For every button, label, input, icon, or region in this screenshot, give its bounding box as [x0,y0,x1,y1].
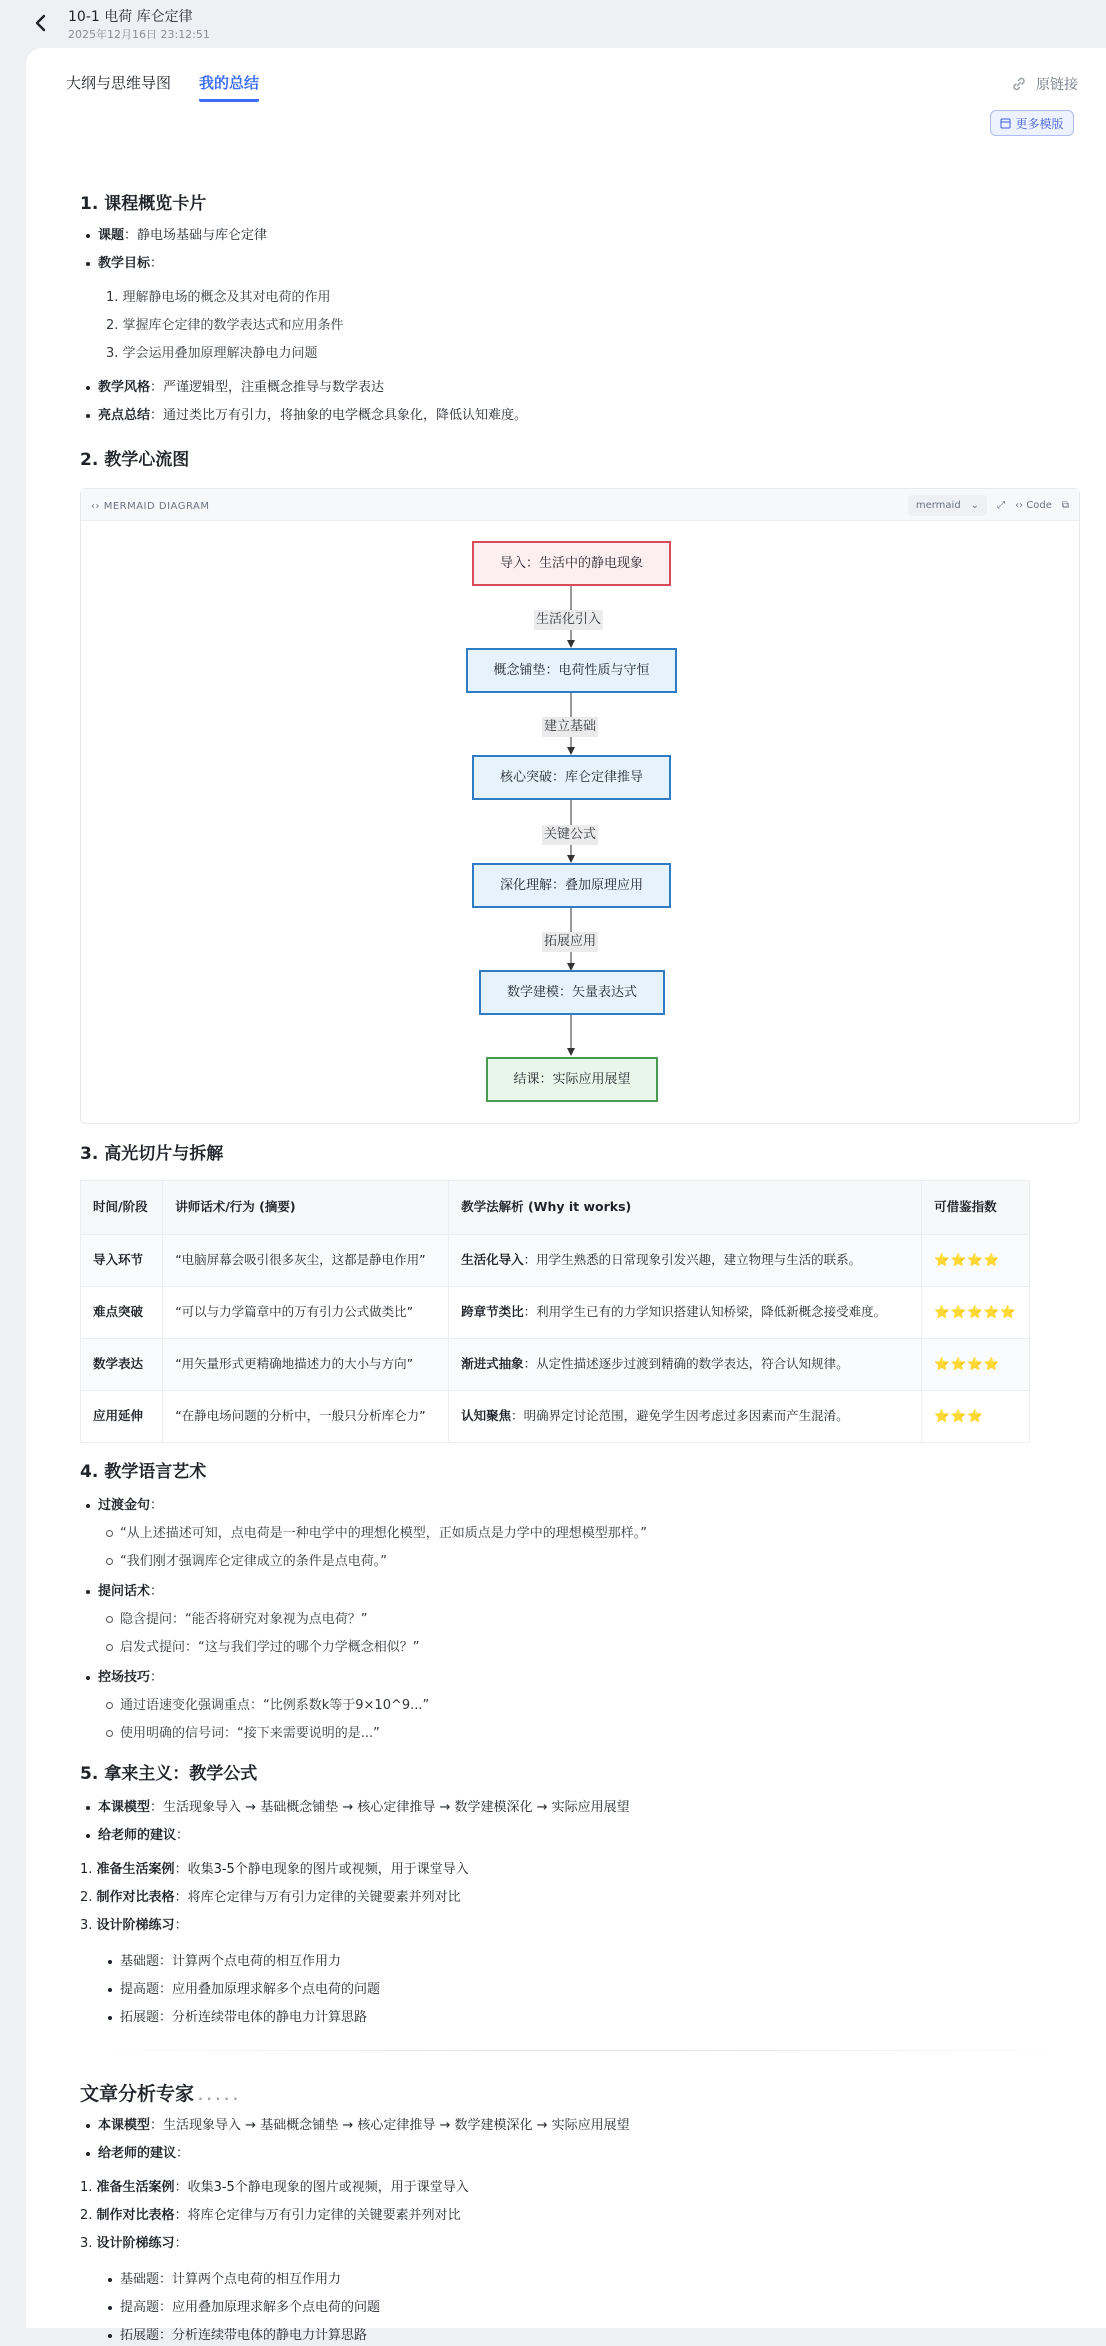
flow-node-model [479,970,665,1015]
tab-my-summary[interactable]: 我的总结 [199,72,259,102]
column-header: 时间/阶段 [81,1181,163,1235]
table-row [81,1391,1030,1443]
edge-label: 建立基础 [542,717,598,737]
list-item: 提问话术： [98,1582,163,1602]
original-link-label: 原链接 [1036,77,1078,93]
back-button[interactable] [26,8,56,38]
list-item: 提高题：应用叠加原理求解多个点电荷的问题 [120,1980,380,2000]
method-text: 用学生熟悉的日常现象引发兴趣，建立物理与生活的联系。 [536,1252,862,1268]
list-item: 控场技巧： [98,1668,163,1688]
method-cell: 渐进式抽象：从定性描述逐步过渡到精确的数学表达，符合认知规律。 [449,1339,922,1391]
list-item: 过渡金句： [98,1496,163,1516]
stage-cell [81,1391,163,1443]
list-item: 使用明确的信号词：“接下来需要说明的是...” [120,1724,380,1744]
field-label: 给老师的建议 [98,1828,177,1843]
field-label: 给老师的建议 [98,2146,177,2161]
node-label: 数学建模：矢量表达式 [506,984,637,1000]
page-title: 10-1 电荷 库仑定律 [68,9,193,25]
list-item: 本课模型：生活现象导入 → 基础概念铺垫 → 核心定律推导 → 数学建模深化 → 实际应用展望 [98,2116,630,2136]
field-label: 教学目标 [98,256,151,271]
chevron-left-icon [34,14,48,32]
group-label: 过渡金句 [98,1498,151,1513]
list-item: 课题：静电场基础与库仑定律 [98,226,267,246]
list-item: 基础题：计算两个点电荷的相互作用力 [120,2270,341,2290]
section-heading: 5. 拿来主义：教学公式 [80,1764,258,1784]
flow-node-end [486,1057,658,1102]
summary-card [26,48,1106,2343]
table-row [81,1235,1030,1287]
rating-cell [922,1339,1030,1391]
field-value: 严谨逻辑型，注重概念推导与数学表达 [163,380,385,395]
node-label: 导入：生活中的静电现象 [499,555,643,571]
table-row [81,1287,1030,1339]
flow-node-deepen [472,863,671,908]
table-header-row [81,1181,1030,1235]
column-header: 讲师话术/行为 (摘要) [163,1181,449,1235]
diagram-label-text: MERMAID DIAGRAM [103,501,210,512]
node-label: 概念铺垫：电荷性质与守恒 [493,662,650,678]
field-value: 通过类比万有引力，将抽象的电学概念具象化，降低认知难度。 [163,408,528,423]
rating-cell [922,1235,1030,1287]
more-templates-label: 更多模版 [1015,116,1064,131]
list-item: 拓展题：分析连续带电体的静电力计算思路 [120,2326,367,2346]
quote-cell: “可以与力学篇章中的万有引力公式做类比” [163,1287,449,1339]
table-row [81,1339,1030,1391]
star-rating: ⭐⭐⭐⭐ [934,1252,1001,1268]
list-item: 基础题：计算两个点电荷的相互作用力 [120,1952,341,1972]
list-item: 3. 设计阶梯练习： [80,2236,188,2251]
advice-text: 收集3-5个静电现象的图片或视频，用于课堂导入 [187,1862,469,1877]
template-icon [1000,118,1011,129]
group-label: 控场技巧 [98,1670,151,1685]
stage-text: 难点突破 [93,1304,144,1320]
advice-label: 设计阶梯练习 [96,1918,175,1933]
goal-text: 理解静电场的概念及其对电荷的作用 [122,290,331,305]
field-label: 本课模型 [98,1800,151,1815]
method-text: 从定性描述逐步过渡到精确的数学表达，符合认知规律。 [536,1356,849,1372]
field-label: 亮点总结 [98,408,151,423]
list-item: 给老师的建议： [98,2144,189,2164]
goal-text: 掌握库仑定律的数学表达式和应用条件 [122,318,344,333]
section-heading [80,2080,238,2109]
list-item: “从上述描述可知，点电荷是一种电学中的理想化模型，正如质点是力学中的理想模型那样。” [120,1524,647,1544]
stage-cell [81,1287,163,1339]
method-label: 渐进式抽象 [461,1356,524,1372]
quote-cell: “在静电场问题的分析中，一般只分析库仑力” [163,1391,449,1443]
rating-cell [922,1287,1030,1339]
advice-label: 制作对比表格 [96,1890,175,1905]
mermaid-diagram [80,488,1080,1124]
method-label: 认知聚焦 [461,1408,512,1424]
method-label: 跨章节类比 [461,1304,524,1320]
method-cell: 跨章节类比：利用学生已有的力学知识搭建认知桥梁，降低新概念接受难度。 [449,1287,922,1339]
section-heading: 2. 教学心流图 [80,450,190,470]
method-text: 明确界定讨论范围，避免学生因考虑过多因素而产生混淆。 [523,1408,849,1424]
flow-node-concept [466,648,677,693]
highlight-table [80,1180,1030,1443]
list-item: “我们刚才强调库仑定律成立的条件是点电荷。” [120,1552,387,1572]
node-label: 核心突破：库仑定律推导 [499,769,643,785]
star-rating: ⭐⭐⭐ [934,1408,984,1424]
list-item: 本课模型：生活现象导入 → 基础概念铺垫 → 核心定律推导 → 数学建模深化 → 实际应用展望 [98,1798,630,1818]
star-rating: ⭐⭐⭐⭐⭐ [934,1304,1017,1320]
advice-text: 将库仑定律与万有引力定律的关键要素并列对比 [187,2208,461,2223]
stage-cell [81,1339,163,1391]
expand-icon[interactable]: ⤢ [997,500,1006,511]
flow-node-core [472,755,671,800]
list-item: 2. 掌握库仑定律的数学表达式和应用条件 [106,318,344,333]
node-label: 深化理解：叠加原理应用 [499,877,643,893]
list-item: 3. 学会运用叠加原理解决静电力问题 [106,346,318,361]
list-item: 给老师的建议： [98,1826,189,1846]
divider [80,2050,1080,2051]
method-text: 利用学生已有的力学知识搭建认知桥梁，降低新概念接受难度。 [536,1304,887,1320]
field-value: 生活现象导入 → 基础概念铺垫 → 核心定律推导 → 数学建模深化 → 实际应用展望 [163,1800,630,1815]
list-item: 教学风格：严谨逻辑型，注重概念推导与数学表达 [98,378,384,398]
stage-text: 数学表达 [93,1356,144,1372]
quote-cell: “电脑屏幕会吸引很多灰尘，这都是静电作用” [163,1235,449,1287]
field-value: 静电场基础与库仑定律 [137,228,268,243]
method-label: 生活化导入 [461,1252,524,1268]
method-cell: 生活化导入：用学生熟悉的日常现象引发兴趣，建立物理与生活的联系。 [449,1235,922,1287]
chevron-down-icon: ⌄ [970,500,980,511]
select-value: mermaid [915,500,961,511]
original-link-button[interactable] [1010,74,1078,94]
advice-label: 准备生活案例 [96,2180,175,2195]
section-heading: 1. 课程概览卡片 [80,194,207,214]
link-icon [1010,75,1028,93]
goal-text: 学会运用叠加原理解决静电力问题 [122,346,318,361]
column-header: 可借鉴指数 [922,1181,1030,1235]
list-item: 教学目标： [98,254,163,274]
list-item: 1. 准备生活案例：收集3-5个静电现象的图片或视频，用于课堂导入 [80,1862,469,1877]
field-label: 教学风格 [98,380,151,395]
edge-label: 拓展应用 [542,932,598,952]
list-item: 通过语速变化强调重点：“比例系数k等于9×10^9...” [120,1696,429,1716]
quote-cell: “用矢量形式更精确地描述力的大小与方向” [163,1339,449,1391]
more-templates-button[interactable] [990,110,1074,136]
page-timestamp: 2025年12月16日 23:12:51 [68,28,210,41]
list-item: 拓展题：分析连续带电体的静电力计算思路 [120,2008,367,2028]
advice-label: 设计阶梯练习 [96,2236,175,2251]
stage-text: 导入环节 [93,1252,144,1268]
method-cell: 认知聚焦：明确界定讨论范围，避免学生因考虑过多因素而产生混淆。 [449,1391,922,1443]
copy-icon[interactable]: ⧉ [1061,500,1069,511]
advice-text: 收集3-5个静电现象的图片或视频，用于课堂导入 [187,2180,469,2195]
tab-bar [66,72,259,102]
node-label: 结课：实际应用展望 [513,1071,631,1087]
top-bar [0,0,1080,48]
section-heading: 3. 高光切片与拆解 [80,1144,224,1164]
section-title-text: 文章分析专家 [80,2083,195,2105]
loading-dots: . . . . . [194,2089,238,2103]
section-heading: 4. 教学语言艺术 [80,1462,207,1482]
list-item: 亮点总结：通过类比万有引力，将抽象的电学概念具象化，降低认知难度。 [98,406,527,426]
rating-cell [922,1391,1030,1443]
field-label: 本课模型 [98,2118,151,2133]
advice-label: 制作对比表格 [96,2208,175,2223]
list-item: 1. 准备生活案例：收集3-5个静电现象的图片或视频，用于课堂导入 [80,2180,469,2195]
list-item: 2. 制作对比表格：将库仑定律与万有引力定律的关键要素并列对比 [80,2208,461,2223]
group-label: 提问话术 [98,1584,151,1599]
list-item: 2. 制作对比表格：将库仑定律与万有引力定律的关键要素并列对比 [80,1890,461,1905]
list-item: 3. 设计阶梯练习： [80,1918,188,1933]
edge-label: 生活化引入 [534,610,603,630]
stage-text: 应用延伸 [93,1408,144,1424]
edge-label: 关键公式 [542,825,598,845]
field-label: 课题 [98,228,125,243]
list-item: 提高题：应用叠加原理求解多个点电荷的问题 [120,2298,380,2318]
advice-label: 准备生活案例 [96,1862,175,1877]
list-item: 隐含提问：“能否将研究对象视为点电荷？” [120,1610,367,1630]
code-label: Code [1026,500,1052,511]
stage-cell [81,1235,163,1287]
star-rating: ⭐⭐⭐⭐ [934,1356,1001,1372]
code-button[interactable]: ‹› Code [1015,500,1052,511]
advice-text: 将库仑定律与万有引力定律的关键要素并列对比 [187,1890,461,1905]
column-header: 教学法解析 (Why it works) [449,1181,922,1235]
diagram-label: ‹› MERMAID DIAGRAM [91,501,210,512]
flow-node-intro [472,541,671,586]
list-item: 启发式提问：“这与我们学过的哪个力学概念相似？” [120,1638,419,1658]
field-value: 生活现象导入 → 基础概念铺垫 → 核心定律推导 → 数学建模深化 → 实际应用展望 [163,2118,630,2133]
tab-outline-mindmap[interactable]: 大纲与思维导图 [66,74,172,92]
list-item: 1. 理解静电场的概念及其对电荷的作用 [106,290,331,305]
